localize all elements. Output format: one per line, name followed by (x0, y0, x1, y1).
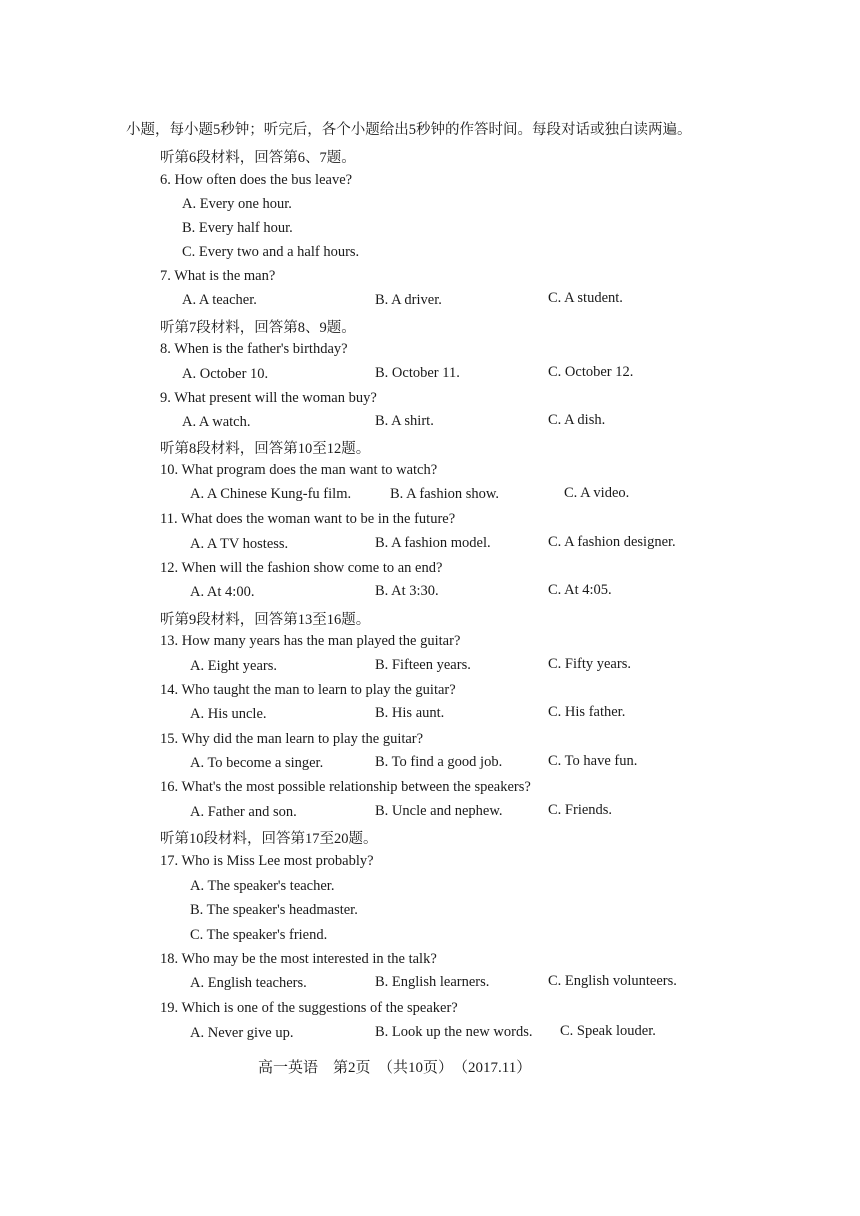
question-7-option-b: B. A driver. (375, 292, 442, 308)
section-heading-10: 听第10段材料，回答第17至20题。 (160, 831, 378, 847)
question-10-option-a: A. A Chinese Kung-fu film. (190, 486, 352, 502)
question-16-option-c: C. Friends. (548, 802, 613, 818)
question-17-option-a: A. The speaker's teacher. (190, 878, 335, 894)
question-10-option-b: B. A fashion show. (390, 486, 500, 502)
section-heading-7: 听第7段材料，回答第8、9题。 (160, 320, 356, 336)
question-8-option-b: B. October 11. (375, 365, 460, 381)
instructions-line: 小题，每小题5秒钟；听完后，各个小题给出5秒钟的作答时间。每段对话或独白读两遍。 (126, 122, 692, 138)
question-9-option-a: A. A watch. (182, 414, 251, 430)
question-12-option-c: C. At 4:05. (548, 582, 612, 598)
question-10: 10. What program does the man want to watch? (160, 462, 438, 478)
question-9: 9. What present will the woman buy? (160, 390, 377, 406)
question-11: 11. What does the woman want to be in the future? (160, 511, 456, 527)
question-11-option-a: A. A TV hostess. (190, 536, 289, 552)
question-14-option-c: C. His father. (548, 704, 626, 720)
question-11-option-b: B. A fashion model. (375, 535, 491, 551)
question-9-option-c: C. A dish. (548, 412, 606, 428)
question-14: 14. Who taught the man to learn to play the guitar? (160, 682, 456, 698)
question-19-option-a: A. Never give up. (190, 1025, 294, 1041)
question-10-option-c: C. A video. (564, 485, 630, 501)
question-19: 19. Which is one of the suggestions of the speaker? (160, 1000, 458, 1016)
question-19-option-b: B. Look up the new words. (375, 1024, 533, 1040)
question-11-option-c: C. A fashion designer. (548, 534, 676, 550)
question-6-option-a: A. Every one hour. (182, 196, 292, 212)
question-8-option-c: C. October 12. (548, 364, 634, 380)
question-13-option-b: B. Fifteen years. (375, 657, 471, 673)
question-13-option-a: A. Eight years. (190, 658, 277, 674)
question-15-option-b: B. To find a good job. (375, 754, 503, 770)
question-7-option-a: A. A teacher. (182, 292, 257, 308)
section-heading-8: 听第8段材料，回答第10至12题。 (160, 441, 371, 457)
question-19-option-c: C. Speak louder. (560, 1023, 656, 1039)
question-14-option-a: A. His uncle. (190, 706, 267, 722)
question-12: 12. When will the fashion show come to an end? (160, 560, 443, 576)
question-16: 16. What's the most possible relationship between the speakers? (160, 779, 531, 795)
section-heading-6: 听第6段材料，回答第6、7题。 (160, 150, 356, 166)
question-17-option-c: C. The speaker's friend. (190, 927, 328, 943)
question-8: 8. When is the father's birthday? (160, 341, 348, 357)
question-17: 17. Who is Miss Lee most probably? (160, 853, 374, 869)
question-13: 13. How many years has the man played the guitar? (160, 633, 461, 649)
question-12-option-a: A. At 4:00. (190, 584, 255, 600)
question-7: 7. What is the man? (160, 268, 276, 284)
question-6-option-b: B. Every half hour. (182, 220, 293, 236)
question-15-option-c: C. To have fun. (548, 753, 638, 769)
page-footer: 高一英语 第2页 （共10页） （2017.11） (258, 1060, 532, 1076)
question-16-option-b: B. Uncle and nephew. (375, 803, 503, 819)
question-8-option-a: A. October 10. (182, 366, 269, 382)
question-18-option-c: C. English volunteers. (548, 973, 677, 989)
question-6: 6. How often does the bus leave? (160, 172, 353, 188)
question-9-option-b: B. A shirt. (375, 413, 434, 429)
question-18-option-a: A. English teachers. (190, 975, 307, 991)
question-17-option-b: B. The speaker's headmaster. (190, 902, 358, 918)
question-6-option-c: C. Every two and a half hours. (182, 244, 360, 260)
question-15-option-a: A. To become a singer. (190, 755, 324, 771)
question-16-option-a: A. Father and son. (190, 804, 297, 820)
question-18: 18. Who may be the most interested in the talk? (160, 951, 437, 967)
question-12-option-b: B. At 3:30. (375, 583, 439, 599)
question-7-option-c: C. A student. (548, 290, 623, 306)
section-heading-9: 听第9段材料，回答第13至16题。 (160, 612, 371, 628)
question-18-option-b: B. English learners. (375, 974, 490, 990)
question-14-option-b: B. His aunt. (375, 705, 445, 721)
question-15: 15. Why did the man learn to play the guitar? (160, 731, 424, 747)
question-13-option-c: C. Fifty years. (548, 656, 631, 672)
